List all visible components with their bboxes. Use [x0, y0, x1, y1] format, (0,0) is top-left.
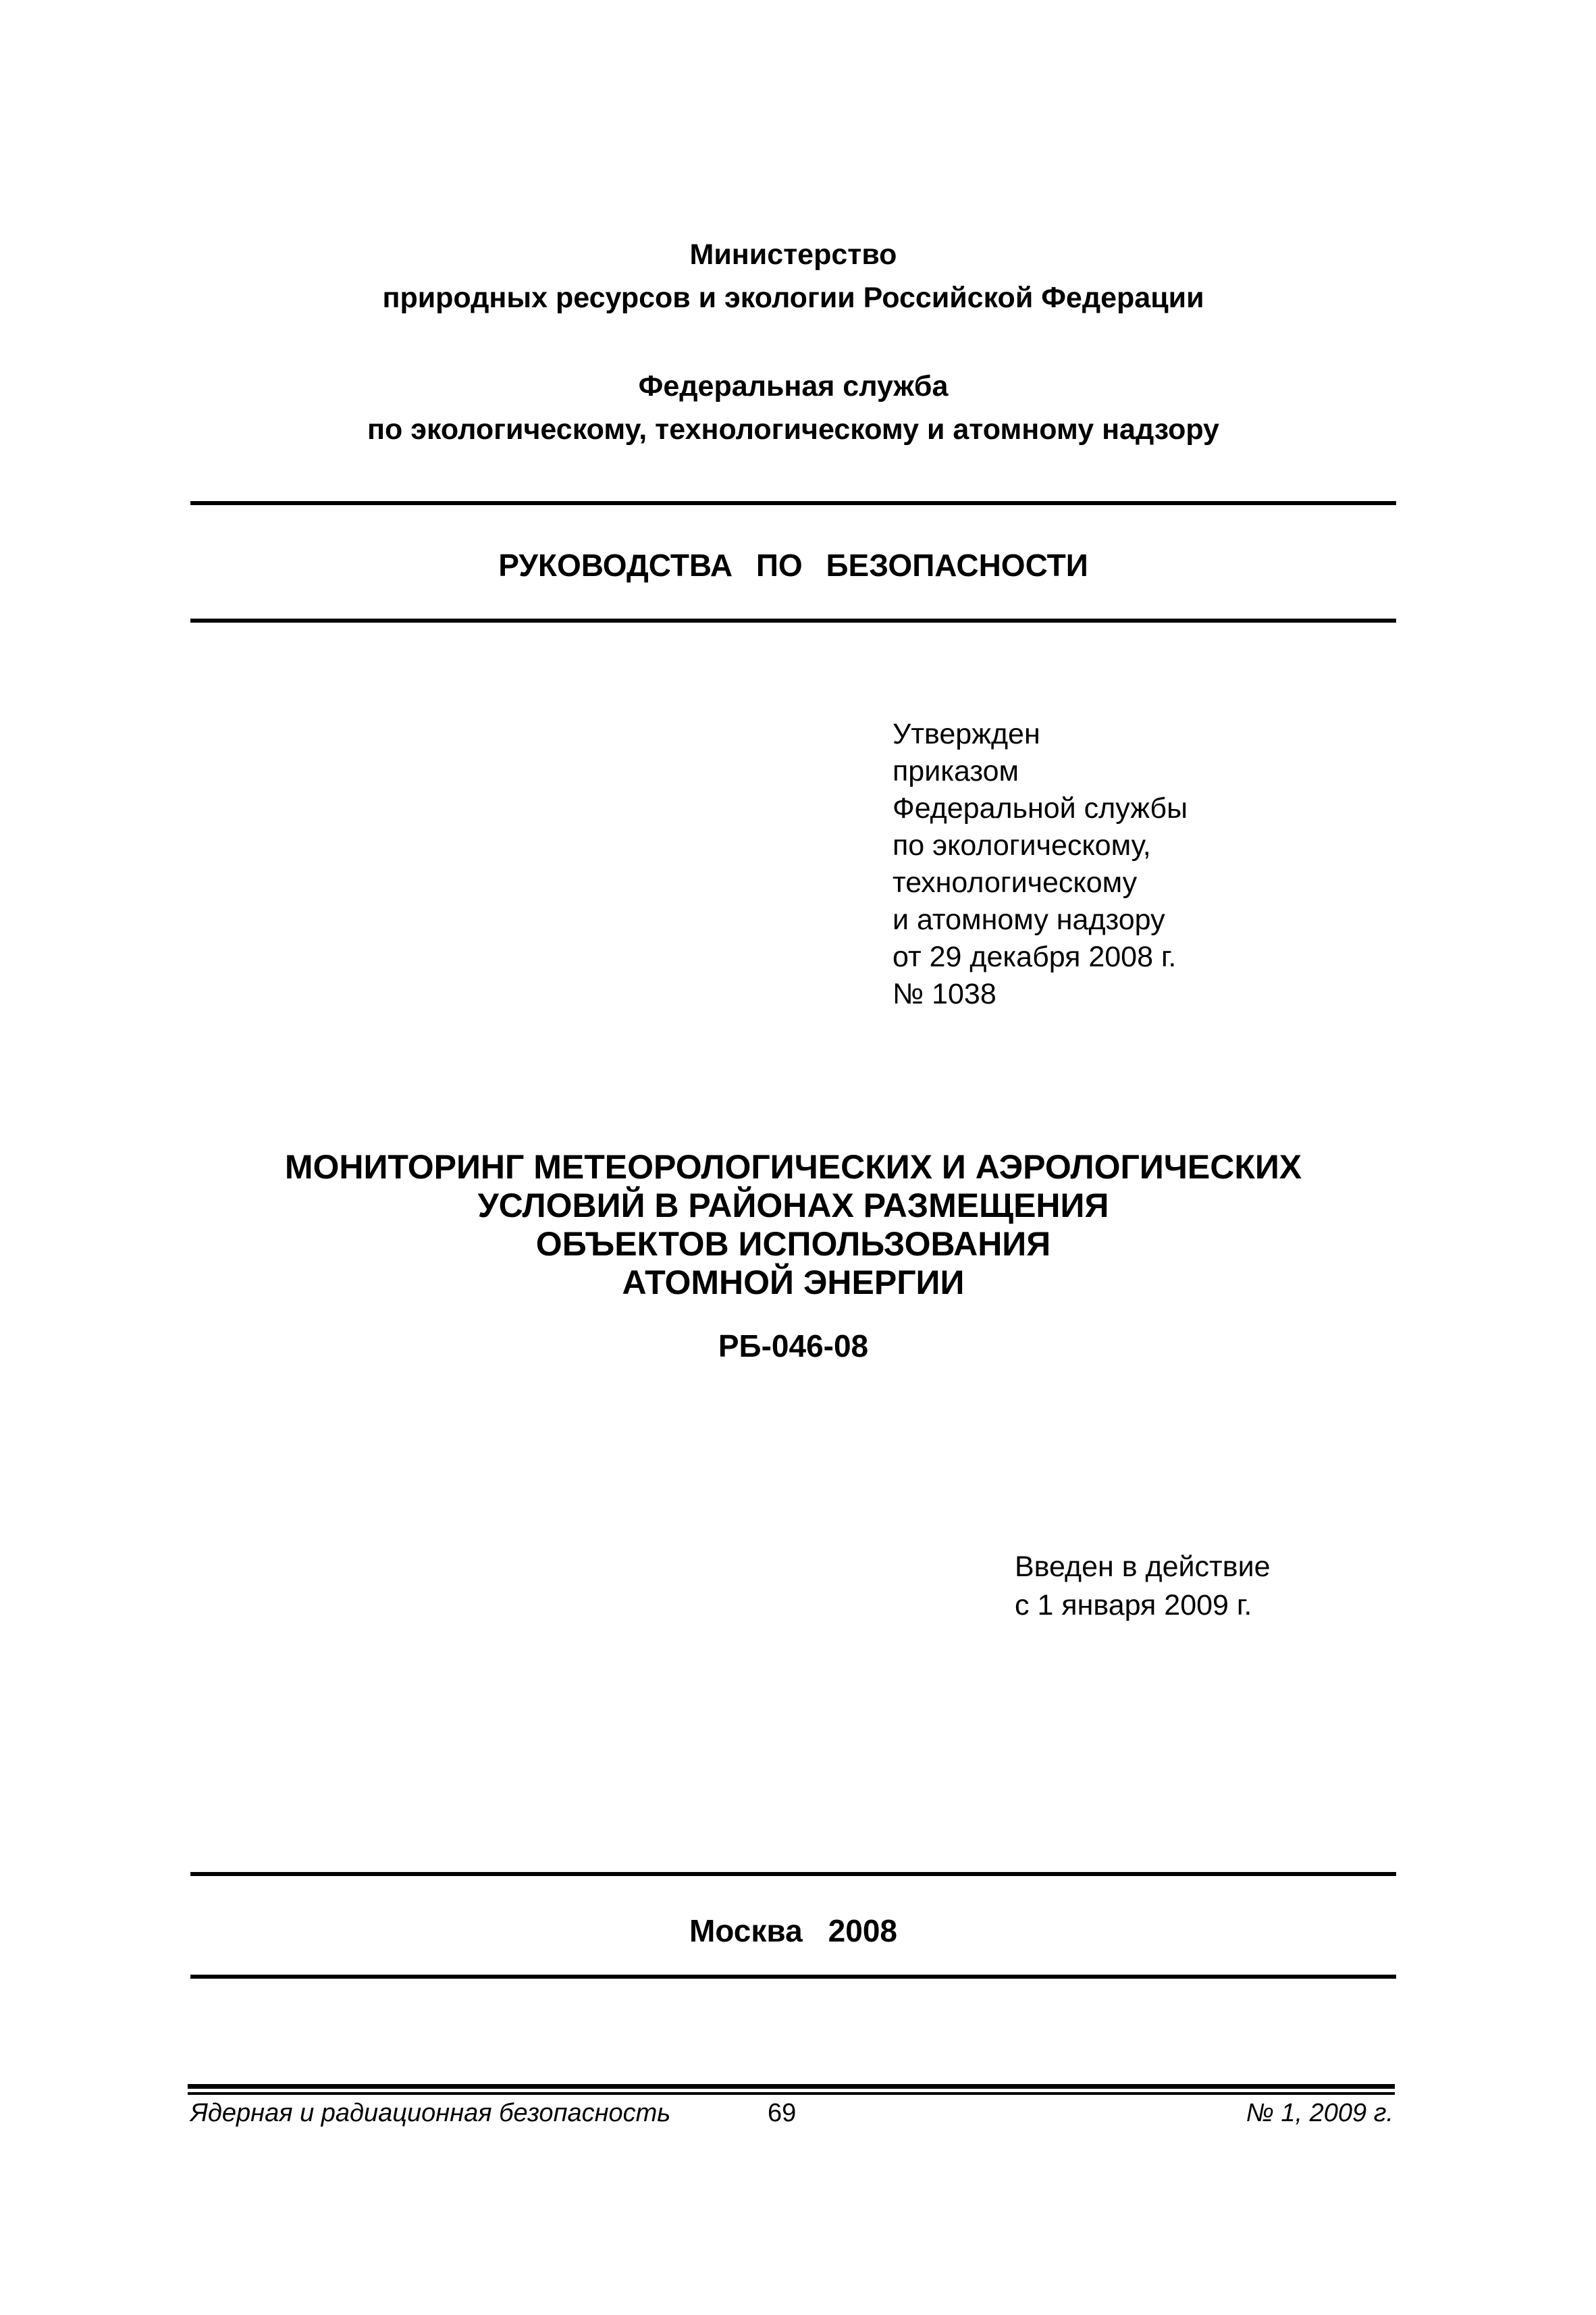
- approval-line: Федеральной службы: [893, 792, 1188, 825]
- approval-line: технологическому: [893, 866, 1138, 899]
- footer-issue-info: № 1, 2009 г.: [1246, 2099, 1393, 2127]
- ministry-name-block: [190, 233, 1396, 319]
- approval-line: Утвержден: [893, 718, 1040, 750]
- federal-service-block: [190, 365, 1396, 451]
- effective-line-1: Введен в действие: [1015, 1551, 1271, 1583]
- effective-line-2: с 1 января 2009 г.: [1015, 1589, 1252, 1621]
- ministry-line-2: природных ресурсов и экологии Российской Федерации: [382, 282, 1204, 314]
- divider-before-imprint: [190, 1872, 1396, 1876]
- title-line-3: ОБЪЕКТОВ ИСПОЛЬЗОВАНИЯ: [535, 1225, 1051, 1263]
- approval-order-date: от 29 декабря 2008 г.: [893, 941, 1177, 973]
- approval-line: приказом: [893, 755, 1019, 787]
- title-line-2: УСЛОВИЙ В РАЙОНАХ РАЗМЕЩЕНИЯ: [477, 1187, 1109, 1224]
- document-title: [190, 1148, 1396, 1302]
- divider-top: [190, 501, 1396, 505]
- imprint-city-year: [190, 1914, 1396, 1948]
- title-line-1: МОНИТОРИНГ МЕТЕОРОЛОГИЧЕСКИХ И АЭРОЛОГИЧЕСКИХ: [284, 1148, 1302, 1186]
- footer: [190, 2098, 1396, 2131]
- footer-journal-title: Ядерная и радиационная безопасность: [190, 2099, 671, 2127]
- effective-date-block: [1015, 1548, 1447, 1625]
- service-line-2: по экологическому, технологическому и атомному надзору: [367, 413, 1219, 446]
- footer-double-rule: [188, 2084, 1395, 2095]
- divider-after-imprint: [190, 1975, 1396, 1979]
- footer-page-number: 69: [768, 2099, 797, 2127]
- service-line-1: Федеральная служба: [638, 370, 949, 402]
- section-label: РУКОВОДСТВА ПО БЕЗОПАСНОСТИ: [498, 548, 1088, 583]
- ministry-line-1: Министерство: [689, 238, 897, 271]
- footer-rule-upper: [188, 2084, 1395, 2089]
- imprint-city: Москва: [689, 1913, 803, 1948]
- approval-block: [893, 716, 1419, 1013]
- approval-line: и атомному надзору: [893, 904, 1165, 936]
- divider-after-section-label: [190, 619, 1396, 623]
- document-number: РБ-046-08: [718, 1328, 869, 1363]
- approval-order-number: № 1038: [893, 978, 996, 1010]
- footer-rule-lower: [188, 2092, 1395, 2095]
- approval-line: по экологическому,: [893, 829, 1151, 862]
- title-line-4: АТОМНОЙ ЭНЕРГИИ: [622, 1264, 965, 1301]
- imprint-year: 2008: [828, 1913, 897, 1948]
